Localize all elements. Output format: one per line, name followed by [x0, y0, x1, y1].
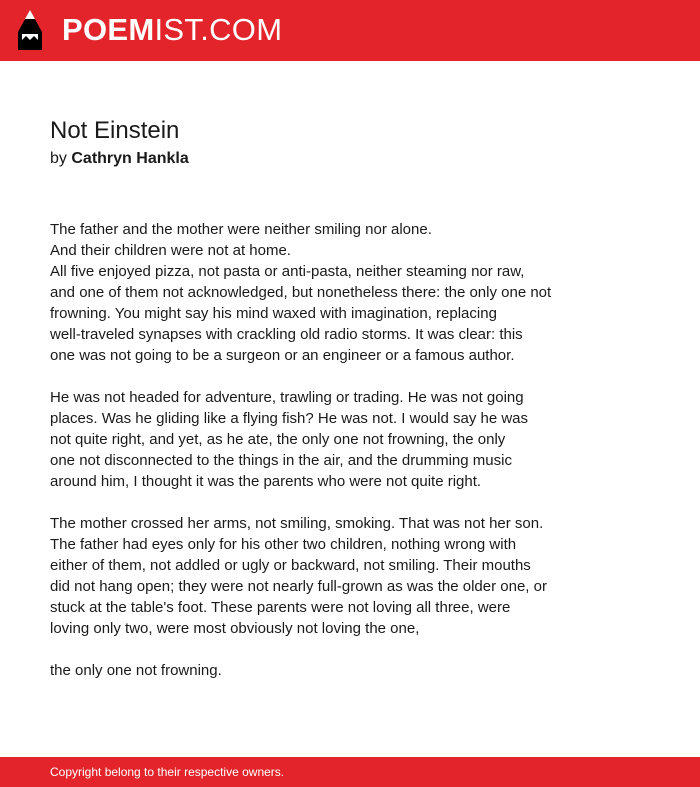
site-header [0, 0, 700, 61]
poem-line: either of them, not addled or ugly or backward, not smiling. Their mouths [50, 557, 531, 574]
copyright-text: Copyright belong to their respective owners. [50, 765, 285, 779]
poem-line: the only one not frowning. [50, 662, 222, 679]
poem-line: All five enjoyed pizza, not pasta or anti-pasta, neither steaming nor raw, [50, 263, 525, 280]
author-name: Cathryn Hankla [71, 150, 189, 167]
poem-line: He was not headed for adventure, trawling or trading. He was not going [50, 389, 524, 406]
byline [50, 147, 650, 171]
site-logo-text[interactable] [62, 12, 282, 48]
stanza [50, 513, 670, 639]
brand-bold: POEM [62, 12, 155, 47]
pencil-icon [18, 10, 42, 50]
poem-header [50, 116, 650, 171]
poem-line: The mother crossed her arms, not smiling, smoking. That was not her son. [50, 515, 544, 532]
stanza [50, 387, 670, 492]
poem-body [50, 219, 670, 702]
poem-line: not quite right, and yet, as he ate, the only one not frowning, the only [50, 431, 506, 448]
poem-line: The father had eyes only for his other two children, nothing wrong with [50, 536, 517, 553]
poem-line: stuck at the table's foot. These parents were not loving all three, were [50, 599, 511, 616]
poem-title: Not Einstein [50, 117, 180, 144]
poem-line: one not disconnected to the things in the air, and the drumming music [50, 452, 512, 469]
poem-line: places. Was he gliding like a flying fish? He was not. I would say he was [50, 410, 529, 427]
poem-line: and one of them not acknowledged, but nonetheless there: the only one not [50, 284, 552, 301]
stanza [50, 660, 670, 681]
poem-line: around him, I thought it was the parents who were not quite right. [50, 473, 482, 490]
poem-line: The father and the mother were neither smiling nor alone. [50, 221, 432, 238]
site-footer [0, 757, 700, 787]
poem-line: frowning. You might say his mind waxed with imagination, replacing [50, 305, 497, 322]
poem-line: loving only two, were most obviously not loving the one, [50, 620, 420, 637]
poem-line: well-traveled synapses with crackling old radio storms. It was clear: this [50, 326, 523, 343]
by-label: by [50, 150, 67, 167]
stanza [50, 219, 670, 366]
brand-light: IST.COM [154, 12, 283, 47]
poem-line: did not hang open; they were not nearly full-grown as was the older one, or [50, 578, 547, 595]
poem-line: And their children were not at home. [50, 242, 291, 259]
poem-line: one was not going to be a surgeon or an engineer or a famous author. [50, 347, 515, 364]
